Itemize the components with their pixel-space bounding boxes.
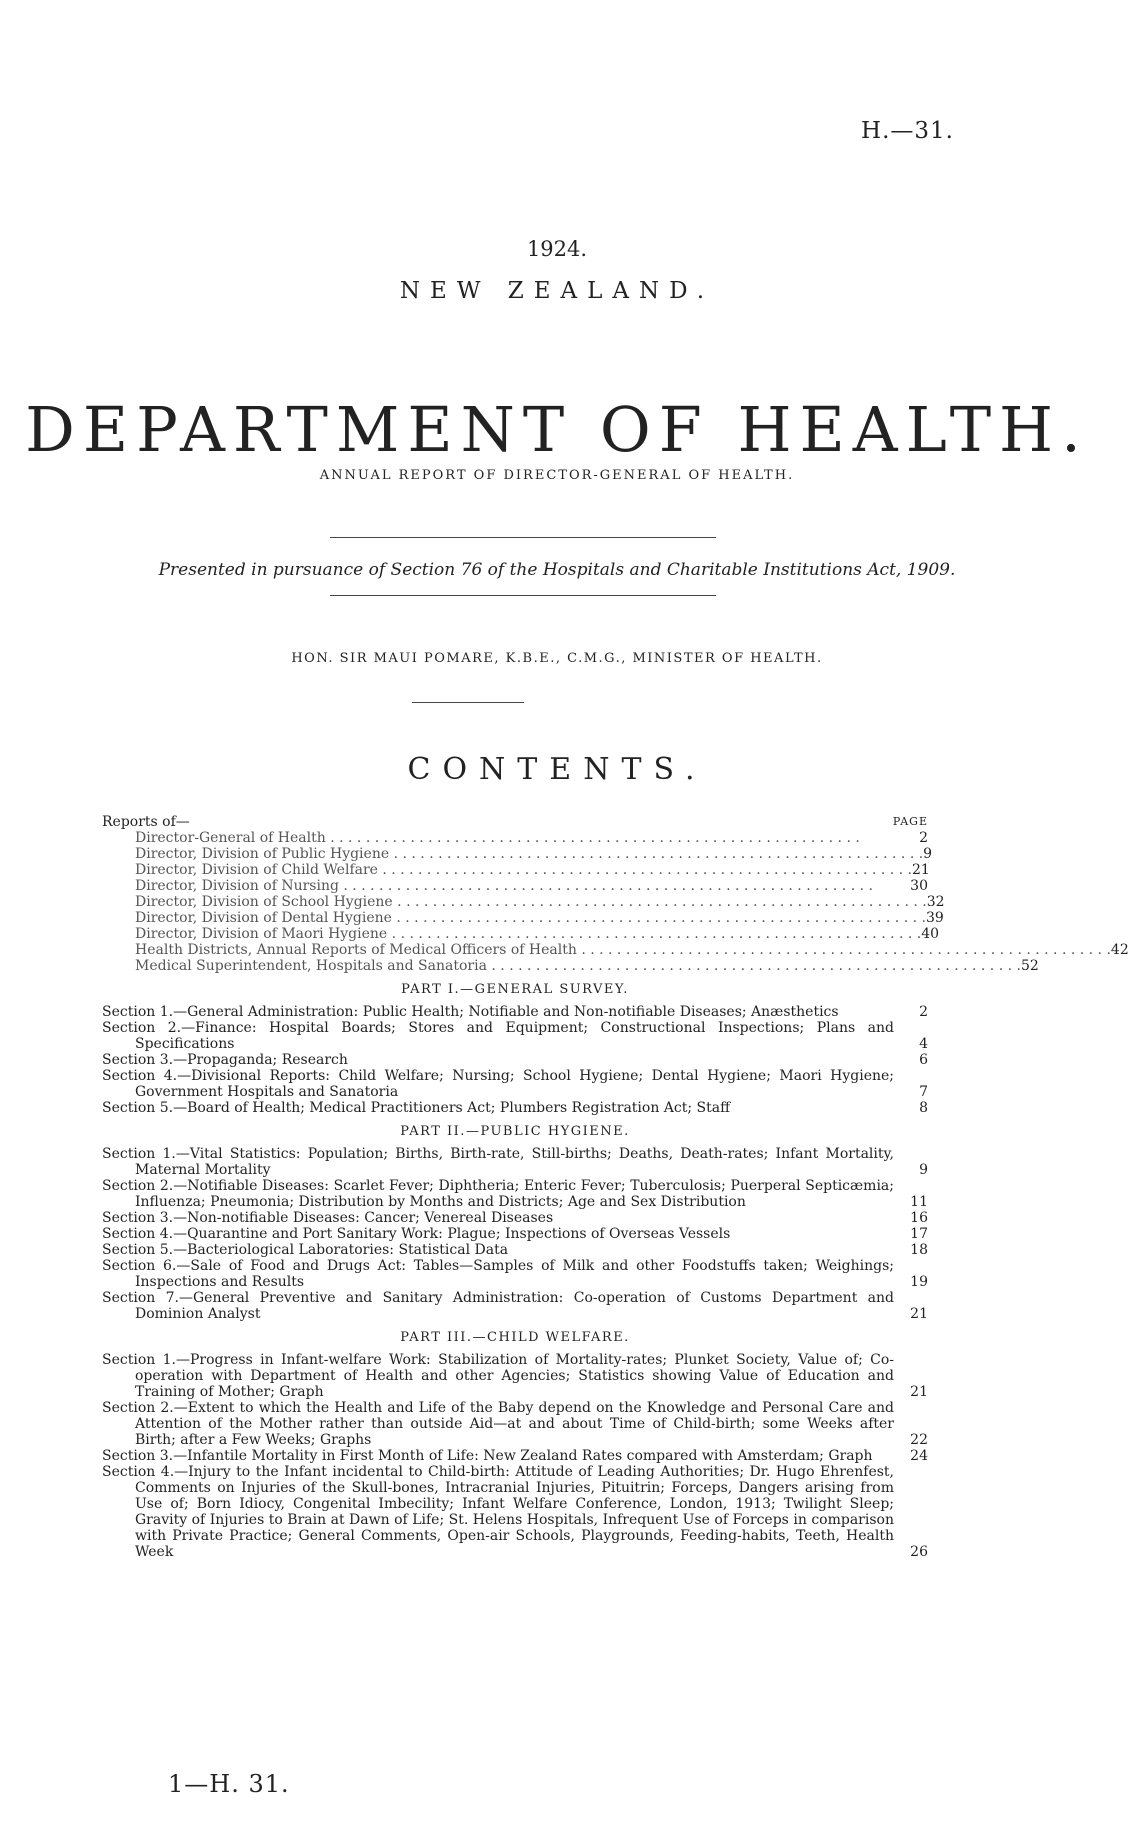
report-label: Director, Division of Dental Hygiene . . . . . . . . . . . . . . . . . . . . . . . . . . . . . . . . . . . . . . . . . . . . . . . . . . . . . . . . . . . . [135, 910, 926, 926]
page-number: 8 [919, 1100, 928, 1116]
page-number: 19 [910, 1274, 928, 1290]
page-number: 9 [919, 1162, 928, 1178]
report-entry [102, 910, 944, 926]
report-label: Director, Division of Maori Hygiene . . . . . . . . . . . . . . . . . . . . . . . . . . . . . . . . . . . . . . . . . . . . . . . . . . . . . . . . . . . . [135, 926, 922, 942]
report-label: Director, Division of Nursing . . . . . . . . . . . . . . . . . . . . . . . . . . . . . . . . . . . . . . . . . . . . . . . . . . . . . . . . . . . . [135, 878, 873, 894]
page-number: 21 [910, 1384, 928, 1400]
parts-list [102, 982, 928, 1560]
presented-note: Presented in pursuance of Section 76 of the Hospitals and Charitable Institutions Act, 1909. [158, 560, 956, 580]
page-number: 16 [910, 1210, 928, 1226]
section-entry [102, 1100, 928, 1116]
page-number: 17 [910, 1226, 928, 1242]
divider-rule [330, 537, 716, 538]
minister-line: HON. SIR MAUI POMARE, K.B.E., C.M.G., MINISTER OF HEALTH. [291, 651, 823, 666]
page-number: 11 [910, 1194, 928, 1210]
section-entry [102, 1290, 928, 1322]
section-text: Section 4.—Divisional Reports: Child Welfare; Nursing; School Hygiene; Dental Hygiene; Maori Hygiene; Government Hospitals and Sanatoria [102, 1068, 894, 1100]
section-text: Section 7.—General Preventive and Sanitary Administration: Co-operation of Customs Department and Dominion Analyst [102, 1290, 894, 1322]
section-text: Section 4.—Injury to the Infant incidental to Child-birth: Attitude of Leading Authorities; Dr. Hugo Ehrenfest, Comments on Injuries of the Skull-bones, Intracranial Injuries, Pituitrin; Forceps, Dangers arising from Use of; Born Idiocy, Congenital Imbecility; Infant Welfare Conference, London, 1913; Twilight Sleep; Gravity of Injuries to Brain at Dawn of Life; St. Helens Hospitals, Infrequent Use of Forceps in comparison with Private Practice; General Comments, Open-air Schools, Playgrounds, Feeding-habits, Teeth, Health Week [102, 1464, 894, 1560]
divider-rule [330, 595, 716, 596]
page-number: 40 [921, 926, 940, 942]
reports-heading: Reports of— [102, 814, 190, 830]
page-number: 9 [923, 846, 933, 862]
section-entry [102, 1464, 928, 1560]
page-number: 32 [926, 894, 945, 910]
section-text: Section 2.—Finance: Hospital Boards; Stores and Equipment; Constructional Inspections; Plans and Specifications [102, 1020, 894, 1052]
page-number: 21 [911, 862, 930, 878]
divider-rule [412, 702, 524, 703]
report-entry [102, 830, 928, 846]
report-label: Director-General of Health . . . . . . . . . . . . . . . . . . . . . . . . . . . . . . . . . . . . . . . . . . . . . . . . . . . . . . . . . . . . [135, 830, 860, 846]
page-column-label: PAGE [892, 815, 928, 828]
report-label: Director, Division of School Hygiene . . . . . . . . . . . . . . . . . . . . . . . . . . . . . . . . . . . . . . . . . . . . . . . . . . . . . . . . . . . . [135, 894, 927, 910]
report-label: Director, Division of Public Hygiene . . . . . . . . . . . . . . . . . . . . . . . . . . . . . . . . . . . . . . . . . . . . . . . . . . . . . . . . . . . . [135, 846, 924, 862]
report-entry [102, 878, 928, 894]
report-entry [102, 862, 928, 878]
section-entry [102, 1226, 928, 1242]
page-number: 18 [910, 1242, 928, 1258]
section-entry [102, 1242, 928, 1258]
section-text: Section 3.—Propaganda; Research [102, 1052, 348, 1068]
report-entry [102, 894, 945, 910]
page-number: 7 [919, 1084, 928, 1100]
page-number: 42 [1110, 942, 1129, 958]
section-entry [102, 1004, 928, 1020]
section-text: Section 2.—Notifiable Diseases: Scarlet Fever; Diphtheria; Enteric Fever; Tuberculosis; Puerperal Septicæmia; Influenza; Pneumonia; Distribution by Months and Districts; Age and Sex Distribution [102, 1178, 894, 1210]
section-text: Section 1.—Progress in Infant-welfare Work: Stabilization of Mortality-rates; Plunket Society, Value of; Co-operation with Department of Health and other Agencies; Statistics showing Value of Education and Training of Mother; Graph [102, 1352, 894, 1400]
report-label: Director, Division of Child Welfare . . . . . . . . . . . . . . . . . . . . . . . . . . . . . . . . . . . . . . . . . . . . . . . . . . . . . . . . . . . . [135, 862, 912, 878]
section-text: Section 3.—Non-notifiable Diseases: Cancer; Venereal Diseases [102, 1210, 554, 1226]
page-number: 21 [910, 1306, 928, 1322]
page-number: 52 [1020, 958, 1039, 974]
part-heading: PART III.—CHILD WELFARE. [400, 1330, 630, 1345]
section-entry [102, 1146, 928, 1178]
report-subtitle: ANNUAL REPORT OF DIRECTOR-GENERAL OF HEALTH. [319, 468, 795, 483]
section-entry [102, 1210, 928, 1226]
section-entry [102, 1448, 928, 1464]
page-number: 39 [925, 910, 944, 926]
page-number: 4 [919, 1036, 928, 1052]
report-entry [102, 958, 1039, 974]
reports-header [102, 814, 928, 830]
part-heading: PART I.—GENERAL SURVEY. [401, 982, 629, 997]
section-entry [102, 1352, 928, 1400]
section-text: Section 6.—Sale of Food and Drugs Act: Tables—Samples of Milk and other Foodstuffs taken; Weighings; Inspections and Results [102, 1258, 894, 1290]
department-title: DEPARTMENT OF HEALTH. [25, 393, 1089, 466]
page-number: 6 [919, 1052, 928, 1068]
contents-title: CONTENTS. [407, 752, 707, 787]
page-number: 2 [919, 830, 928, 846]
page-number: 24 [910, 1448, 928, 1464]
report-label: Health Districts, Annual Reports of Medical Officers of Health . . . . . . . . . . . . . . . . . . . . . . . . . . . . . . . . . . . . . . . . . . . . . . . . . . . . . . . . . . . . [135, 942, 1111, 958]
page-number: 22 [910, 1432, 928, 1448]
part-heading: PART II.—PUBLIC HYGIENE. [400, 1124, 630, 1139]
report-entry [102, 846, 933, 862]
page-footer: 1—H. 31. [168, 1770, 290, 1798]
page-number: 26 [910, 1544, 928, 1560]
section-entry [102, 1068, 928, 1100]
page-number: 30 [910, 878, 928, 894]
section-entry [102, 1020, 928, 1052]
section-text: Section 1.—Vital Statistics: Population; Births, Birth-rate, Still-births; Deaths, Death-rates; Infant Mortality, Maternal Mortality [102, 1146, 894, 1178]
section-entry [102, 1178, 928, 1210]
section-text: Section 4.—Quarantine and Port Sanitary Work: Plague; Inspections of Overseas Vessels [102, 1226, 731, 1242]
document-year: 1924. [526, 237, 588, 261]
page-number: 2 [919, 1004, 928, 1020]
section-text: Section 2.—Extent to which the Health and Life of the Baby depend on the Knowledge and Personal Care and Attention of the Mother rather than outside Aid—at and about Time of Child-birth; some Weeks after Birth; after a Few Weeks; Graphs [102, 1400, 894, 1448]
section-text: Section 5.—Board of Health; Medical Practitioners Act; Plumbers Registration Act; Staff [102, 1100, 731, 1116]
section-text: Section 5.—Bacteriological Laboratories: Statistical Data [102, 1242, 509, 1258]
section-entry [102, 1400, 928, 1448]
section-text: Section 3.—Infantile Mortality in First Month of Life: New Zealand Rates compared with Amsterdam; Graph [102, 1448, 873, 1464]
section-entry [102, 1052, 928, 1068]
table-of-contents [102, 814, 1129, 1560]
report-label: Medical Superintendent, Hospitals and Sanatoria . . . . . . . . . . . . . . . . . . . . . . . . . . . . . . . . . . . . . . . . . . . . . . . . . . . . . . . . . . . . [135, 958, 1021, 974]
country-title: NEW ZEALAND. [399, 278, 715, 304]
document-reference: H.—31. [861, 118, 954, 144]
reports-list [102, 830, 1129, 974]
report-entry [102, 926, 940, 942]
section-text: Section 1.—General Administration: Public Health; Notifiable and Non-notifiable Diseases; Anæsthetics [102, 1004, 839, 1020]
section-entry [102, 1258, 928, 1290]
report-entry [102, 942, 1129, 958]
